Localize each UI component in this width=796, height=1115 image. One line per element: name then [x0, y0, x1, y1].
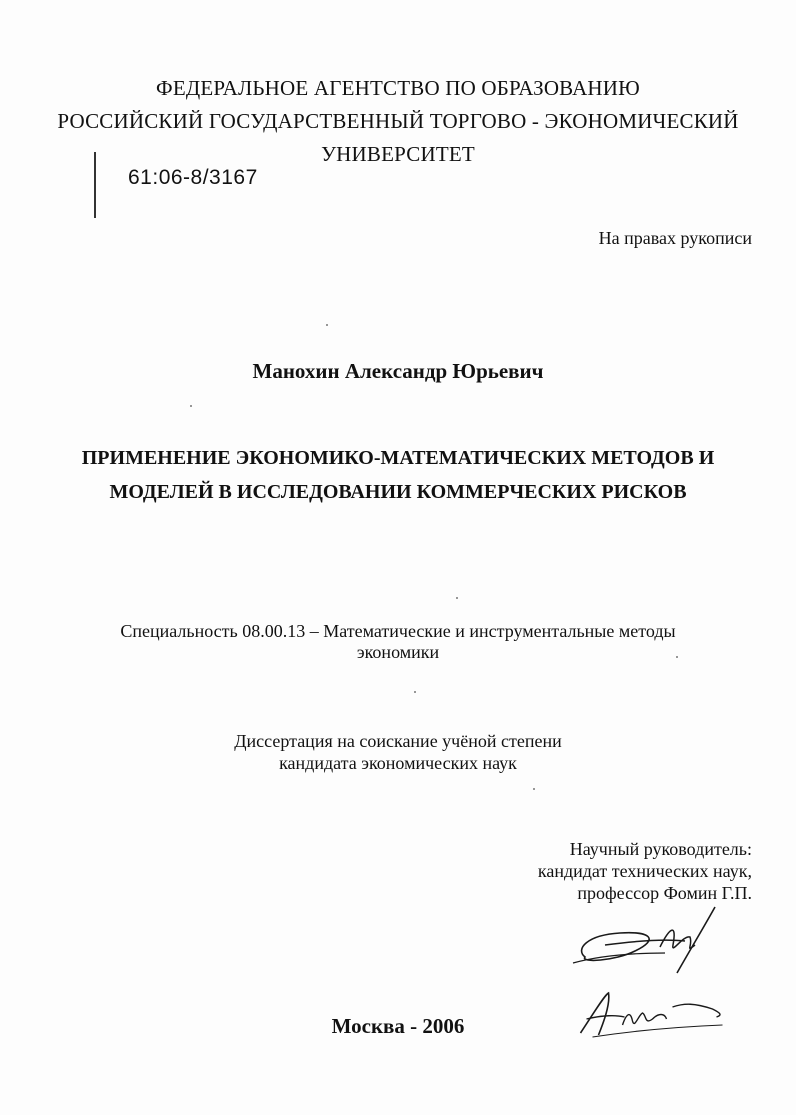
supervisor-label: Научный руководитель:	[569, 839, 752, 859]
specialty-line-1: Специальность 08.00.13 – Математические и инструментальные методы	[120, 621, 676, 641]
supervisor-name: профессор Фомин Г.П.	[577, 883, 752, 903]
header-university-cont: УНИВЕРСИТЕТ	[321, 142, 475, 166]
author-name: Манохин Александр Юрьевич	[252, 359, 544, 383]
degree-line-1: Диссертация на соискание учёной степени	[234, 731, 562, 751]
scan-speck	[676, 656, 678, 658]
specialty-line-2: экономики	[356, 642, 440, 662]
degree-line-2: кандидата экономических наук	[279, 753, 517, 773]
scan-speck	[190, 405, 192, 407]
scan-speck	[533, 788, 535, 790]
header-university: РОССИЙСКИЙ ГОСУДАРСТВЕННЫЙ ТОРГОВО - ЭКОНОМИЧЕСКИЙ	[57, 109, 739, 133]
scan-speck	[414, 691, 416, 693]
rights-note: На правах рукописи	[598, 228, 752, 248]
supervisor-signature	[565, 905, 730, 985]
supervisor-degree: кандидат технических наук,	[537, 861, 752, 881]
archive-stamp: 61:06-8/3167	[128, 166, 258, 189]
city-year: Москва - 2006	[331, 1014, 465, 1038]
scan-speck	[326, 324, 328, 326]
header-agency: ФЕДЕРАЛЬНОЕ АГЕНТСТВО ПО ОБРАЗОВАНИЮ	[156, 76, 640, 100]
thesis-title-line-1: ПРИМЕНЕНИЕ ЭКОНОМИКО-МАТЕМАТИЧЕСКИХ МЕТОДОВ И	[81, 447, 715, 469]
thesis-title-line-2: МОДЕЛЕЙ В ИССЛЕДОВАНИИ КОММЕРЧЕСКИХ РИСКОВ	[109, 481, 687, 503]
scan-speck	[456, 597, 458, 599]
